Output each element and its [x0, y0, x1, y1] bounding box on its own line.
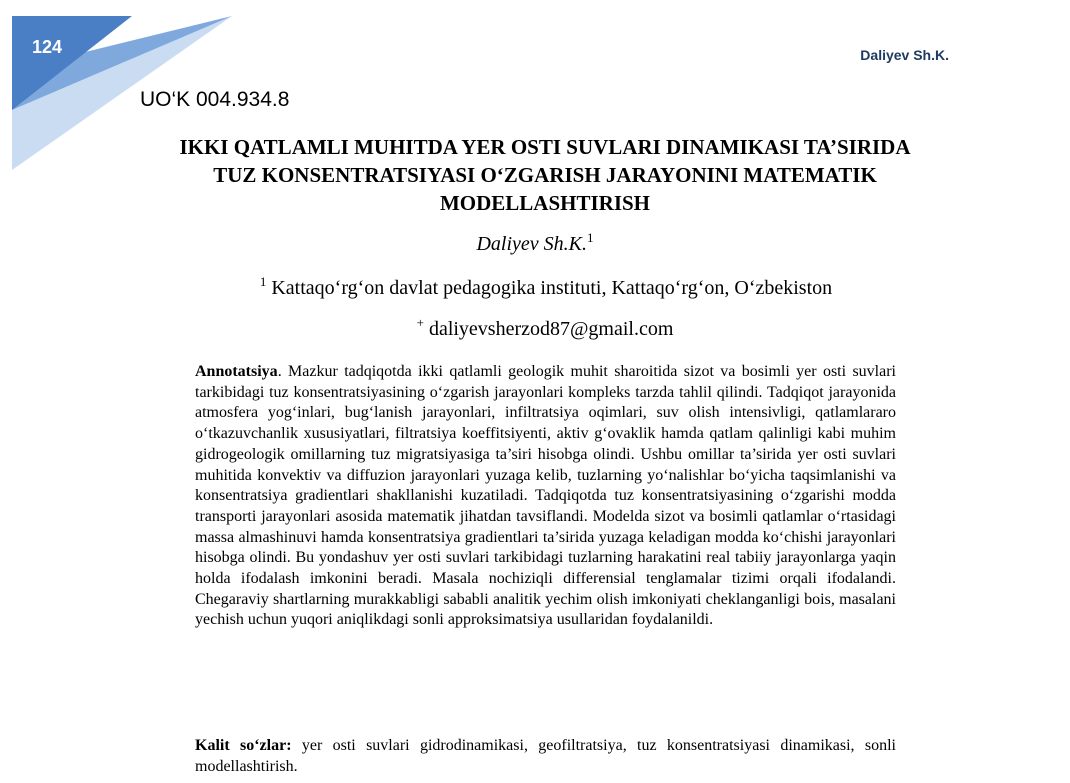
abstract [195, 362, 896, 631]
email-marker: + [416, 315, 424, 330]
paper-title [130, 133, 960, 217]
affiliation-text: Kattaqo‘rg‘on davlat pedagogika instituti, Kattaqo‘rg‘on, O‘zbekiston [271, 277, 833, 299]
keywords-text: yer osti suvlari gidrodinamikasi, geofiltratsiya, tuz konsentratsiyasi dinamikasi, sonli modellashtirish. [195, 737, 896, 775]
title-line: MODELLASHTIRISH [439, 191, 651, 215]
affiliation [0, 274, 1070, 300]
title-line: IKKI QATLAMLI MUHITDA YER OSTI SUVLARI DINAMIKASI TA’SIRIDA [179, 135, 911, 159]
running-head: Daliyev Sh.K. [860, 47, 949, 63]
author [0, 230, 1070, 256]
abstract-text: . Mazkur tadqiqotda ikki qatlamli geologik muhit sharoitida sizot va bosimli yer osti suvlari tarkibidagi tuz konsentratsiyasining o‘zgarish jarayonlari kompleks tarzda tahlil qilindi. Tadqiqot jarayonida atmosfera yog‘inlari, bug‘lanish jarayonlari, infiltratsiya oqimlari, suv olish intensivligi, qatlamlararo o‘tkazuvchanlik xususiyatlari, filtratsiya koeffitsiyenti, aktiv g‘ovaklik hamda qatlam qalinligi kabi muhim gidrogeologik omillarning tuz migratsiyasiga ta’siri hisobga olindi. Ushbu omillar ta’sirida yer osti suvlari muhitida konvektiv va diffuzion jarayonlari yuzaga kelib, tuzlarning yo‘nalishlar bo‘yicha taqsimlanishi va konsentratsiya gradientlari shakllanishi kuzatiladi. Tadqiqotda tuz konsentratsiyasining o‘zgarishi modda transporti jarayonlari asosida matematik jihatdan tavsiflandi. Modelda sizot va bosimli qatlamlar o‘rtasidagi massa almashinuvi hamda konsentratsiya gradientlari ta’sirida yuzaga keladigan modda ko‘chishi jarayonlari hisobga olindi. Bu yondashuv yer osti suvlari tarkibidagi tuzlarning harakatini real tabiiy jarayonlarga yaqin holda ifodalash imkonini beradi. Masala nochiziqli differensial tenglamalar tizimi orqali ifodalandi. Chegaraviy shartlarning murakkabligi sababli analitik yechim olish imkoniyati cheklanganligi bois, masalani yechish uchun yuqori aniqlikdagi sonli approksimatsiya usullaridan foydalanildi. [195, 363, 896, 629]
author-marker: 1 [587, 230, 594, 245]
abstract-label: Annotatsiya [195, 363, 278, 380]
keywords [195, 736, 896, 777]
keywords-label: Kalit so‘zlar: [195, 737, 292, 754]
email-address: daliyevsherzod87@gmail.com [428, 318, 674, 340]
page-number: 124 [32, 37, 63, 57]
title-line: TUZ KONSENTRATSIYASI O‘ZGARISH JARAYONINI MATEMATIK [213, 163, 877, 187]
author-name: Daliyev Sh.K. [476, 233, 588, 255]
affiliation-marker: 1 [259, 274, 267, 289]
email [0, 315, 1070, 341]
udc-code: UO‘K 004.934.8 [140, 88, 290, 111]
